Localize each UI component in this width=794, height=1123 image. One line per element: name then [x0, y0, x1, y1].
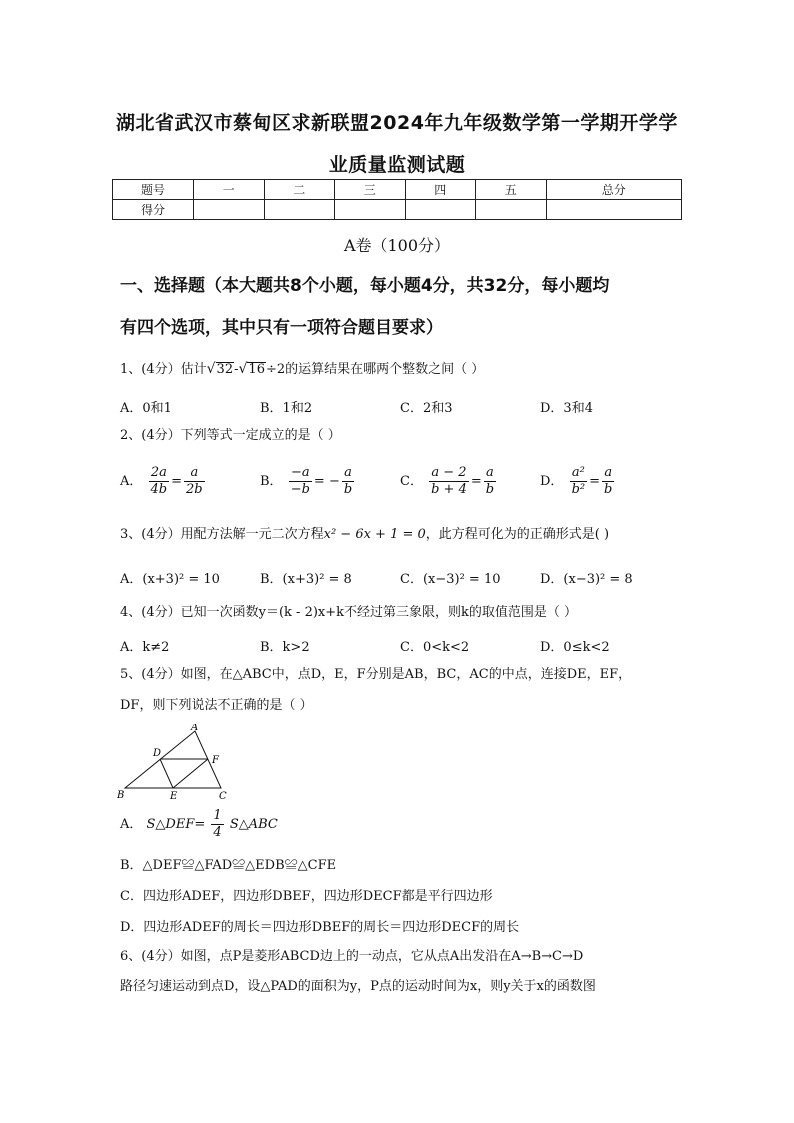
score-cell: 二 [264, 180, 335, 200]
score-table [112, 179, 682, 220]
label-b: B [117, 790, 125, 801]
q2-option-a[interactable]: A． $\frac{2a}{4b}$ = $\frac{a}{2b}$ [120, 465, 203, 497]
q1-sqrt2: 16 [248, 362, 265, 377]
question-6-line1: 6、(4分）如图，点P是菱形ABCD边上的一动点，它从点A出发沿在A→B→C→D [120, 949, 584, 964]
q4-options [120, 636, 685, 655]
section-a-title: A卷（100分） [343, 236, 451, 255]
q2-c-n2: a [484, 465, 496, 482]
score-input-cell[interactable] [335, 200, 406, 220]
score-cell: 四 [405, 180, 476, 200]
label-a: A [191, 724, 199, 733]
score-cell: 题号 [113, 180, 194, 200]
q2-b-n1: −a [289, 465, 312, 482]
score-cell: 五 [476, 180, 547, 200]
part1-heading-line1: 一、选择题（本大题共8个小题，每小题4分，共32分，每小题均 [120, 276, 610, 296]
q2-c-n1: a − 2 [429, 465, 469, 482]
label-e: E [170, 791, 178, 802]
q2-c-label: C． [400, 474, 423, 489]
q2-c-d1: b + 4 [431, 482, 467, 497]
score-input-cell[interactable] [476, 200, 547, 220]
q3-option-b[interactable]: B．(x+3)² = 8 [260, 572, 352, 587]
q2-d-d1: b² [571, 482, 586, 497]
score-table-score-row [113, 200, 682, 220]
q2-d-n2: a [602, 465, 614, 482]
score-input-cell[interactable] [405, 200, 476, 220]
q2-b-n2: a [342, 465, 354, 482]
score-cell: 一 [194, 180, 265, 200]
q2-a-d2: 2b [186, 482, 203, 497]
q2-option-c[interactable]: C． $\frac{a - 2}{b + 4}$ = $\frac{a}{b}$ [400, 465, 495, 497]
q2-d-label: D． [540, 474, 564, 489]
q4-option-d[interactable]: D．0≤k<2 [540, 640, 610, 655]
score-row-label: 得分 [113, 200, 194, 220]
q1-option-d[interactable]: D．3和4 [540, 401, 593, 416]
q1-sqrt1: 32 [216, 362, 234, 377]
q5-a-eq: = [194, 817, 206, 832]
triangle-figure [115, 724, 235, 804]
question-3 [120, 520, 685, 550]
score-cell: 三 [335, 180, 406, 200]
label-c: C [219, 791, 227, 802]
q3-prefix: 3、(4分）用配方法解一元二次方程 [120, 527, 324, 542]
q1-minus: - [234, 362, 239, 377]
q2-b-d1: −b [290, 482, 310, 497]
q2-option-b[interactable] [260, 465, 400, 498]
q1-option-c[interactable]: C．2和3 [400, 401, 453, 416]
q1-options [120, 397, 685, 416]
q5-option-c[interactable]: C．四边形ADEF，四边形DBEF，四边形DECF都是平行四边形 [120, 889, 493, 904]
q3-option-a[interactable]: A．(x+3)² = 10 [120, 572, 220, 587]
q1-option-b[interactable]: B．1和2 [260, 401, 313, 416]
q2-d-n1: a² [570, 465, 588, 482]
label-d: D [153, 748, 162, 759]
q2-b-mid: = − [313, 474, 340, 489]
q3-options [120, 568, 685, 587]
score-cell: 总分 [546, 180, 682, 200]
q5-a-label: A． [120, 817, 143, 832]
q2-a-n1: 2a [149, 465, 170, 482]
q4-option-b[interactable]: B．k>2 [260, 640, 310, 655]
q5-a-frac-n: 1 [213, 808, 222, 823]
question-6-line2: 路径匀速运动到点D，设△PAD的面积为y，P点的运动时间为x，则y关于x的函数图 [120, 979, 596, 994]
q5-option-b[interactable]: B．△DEF≌△FAD≌△EDB≌△CFE [120, 858, 337, 873]
q2-a-d1: 4b [150, 482, 168, 497]
q2-b-label: B． [260, 474, 283, 489]
score-input-cell[interactable] [546, 200, 682, 220]
label-f: F [212, 755, 219, 766]
q2-options [120, 465, 685, 498]
q2-c-d2: b [485, 482, 495, 497]
score-table-header-row [113, 180, 682, 200]
question-5-line1: 5、(4分）如图，在△ABC中，点D，E，F分别是AB，BC，AC的中点，连接DE，EF， [120, 667, 632, 682]
segment-de [160, 759, 173, 788]
q1-prefix: 1、(4分）估计 [120, 362, 207, 377]
q1-suffix: ÷2的运算结果在哪两个整数之间（ ） [265, 362, 485, 377]
question-5-line2: DF，则下列说法不正确的是（ ） [120, 698, 313, 713]
question-2: 2、(4分）下列等式一定成立的是（ ） [120, 428, 341, 443]
q2-a-label: A． [120, 474, 143, 489]
q1-option-a[interactable]: A．0和1 [120, 401, 172, 416]
question-1: 1、(4分）估计√32-√16÷2的运算结果在哪两个整数之间（ ） [120, 361, 485, 377]
exam-title-line2: 业质量监测试题 [328, 154, 466, 176]
q4-option-c[interactable]: C．0<k<2 [400, 640, 470, 655]
q5-a-s1: S△DEF [146, 817, 195, 832]
q5-option-d[interactable]: D．四边形ADEF的周长＝四边形DBEF的周长＝四边形DECF的周长 [120, 920, 520, 935]
q2-b-d2: b [343, 482, 353, 497]
score-input-cell[interactable] [194, 200, 265, 220]
q4-option-a[interactable]: A．k≠2 [120, 640, 170, 655]
exam-title-line1: 湖北省武汉市蔡甸区求新联盟2024年九年级数学第一学期开学学 [116, 112, 678, 134]
question-4: 4、(4分）已知一次函数y＝(k - 2)x+k不经过第三象限，则k的取值范围是（ ） [120, 605, 578, 620]
segment-ef [173, 759, 208, 788]
q5-option-a[interactable] [120, 808, 278, 841]
score-input-cell[interactable] [264, 200, 335, 220]
part1-heading-line2: 有四个选项，其中只有一项符合题目要求） [120, 318, 443, 338]
q2-option-d[interactable]: D． $\frac{\text{a²}}{\text{b²}}$ = $\frac{a}{b}$ [540, 465, 613, 497]
q3-option-d[interactable]: D．(x−3)² = 8 [540, 572, 633, 587]
q2-a-n2: a [184, 465, 205, 482]
q3-option-c[interactable]: C．(x−3)² = 10 [400, 572, 501, 587]
q5-a-s2: S△ABC [229, 817, 278, 832]
q3-suffix: ，此方程可化为的正确形式是( ) [425, 527, 610, 542]
q3-equation: x² − 6x + 1 = 0 [323, 527, 426, 542]
q5-a-frac-d: 4 [213, 825, 222, 840]
q2-d-d2: b [604, 482, 613, 497]
